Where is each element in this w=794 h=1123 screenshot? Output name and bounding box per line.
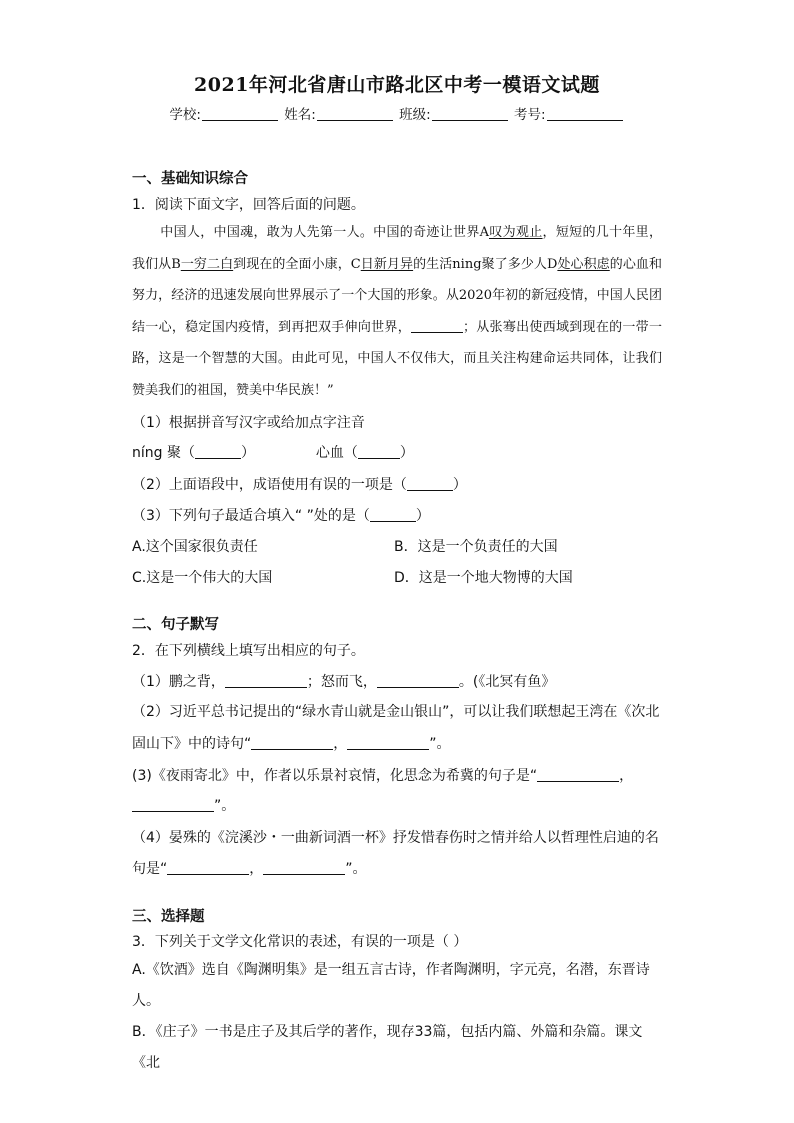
- section3-heading: 三、选择题: [132, 909, 205, 925]
- passage-part-1: 中国人，中国魂，敢为人先第一人。中国的奇迹让世界A: [160, 225, 490, 240]
- q1-sub1-answers: [132, 442, 414, 462]
- q1-sub2: [132, 474, 467, 494]
- s2-suffix: ”。: [429, 736, 451, 752]
- s4-suffix: ”。: [345, 861, 367, 877]
- name-blank[interactable]: [317, 108, 393, 121]
- passage-blank[interactable]: [411, 320, 463, 333]
- q3-stem: 3．下列关于文学文化常识的表述，有误的一项是（ ）: [132, 934, 468, 950]
- sub1-a-suffix: ）: [240, 445, 255, 461]
- exam-no-blank[interactable]: [547, 108, 623, 121]
- phrase-c: 日新月异: [360, 256, 414, 272]
- sub1-b-prefix: 心血（: [315, 445, 358, 461]
- class-label: 班级:: [399, 107, 431, 123]
- s1-mid: ；怒而飞，: [306, 674, 377, 690]
- q2-s2-line2: [132, 733, 451, 753]
- s3-blank-2[interactable]: [132, 799, 214, 812]
- passage-part-2: ，短短的几十年里，我们从B: [132, 225, 662, 272]
- passage-part-3: 到现在的全面小康，C: [233, 256, 361, 272]
- s3-prefix: (3)《夜雨寄北》中，作者以乐景衬哀情，化思念为希冀的句子是“: [132, 768, 538, 784]
- q3-option-b[interactable]: B．《庄子》一书是庄子及其后学的著作，现存33篇，包括内篇、外篇和杂篇。课文《北: [132, 1024, 643, 1071]
- class-blank[interactable]: [432, 108, 508, 121]
- phrase-a: 叹为观止: [489, 225, 543, 240]
- s3-mid: ，: [619, 768, 634, 784]
- s2-mid: ，: [333, 736, 348, 752]
- s1-prefix: （1）鹏之背，: [132, 674, 225, 690]
- student-info-line: [0, 103, 794, 123]
- section2-heading: 二、句子默写: [132, 617, 219, 633]
- phrase-b: 一穷二白: [180, 256, 234, 272]
- phrase-d: 处心积虑: [557, 256, 610, 272]
- q1-sub3: [132, 505, 430, 525]
- option-c[interactable]: C.这是一个伟大的大国: [132, 570, 273, 586]
- q2-s4-line2: [132, 858, 367, 878]
- passage-part-5: 的心血和努力，经济的迅速发展向世界展示了一个大国的形象。从2020年初的新冠疫情，中国人民团结一心，稳定国内疫情，到再把双手伸向世界，: [132, 256, 662, 335]
- option-b[interactable]: B．这是一个负责任的大国: [394, 539, 558, 555]
- sub1-b-blank[interactable]: [358, 446, 400, 459]
- q2-stem: 2．在下列横线上填写出相应的句子。: [132, 643, 365, 659]
- s4-prefix: 句是“: [132, 861, 168, 877]
- q1-sub1: （1）根据拼音写汉字或给加点字注音: [132, 415, 365, 431]
- option-a[interactable]: A.这个国家很负责任: [132, 539, 258, 555]
- q1-stem: 1．阅读下面文字，回答后面的问题。: [132, 197, 365, 213]
- s2-blank-1[interactable]: [251, 737, 333, 750]
- sub3-suffix: ）: [415, 508, 430, 524]
- s4-blank-2[interactable]: [263, 862, 345, 875]
- s1-blank-2[interactable]: [377, 675, 459, 688]
- exam-no-label: 考号:: [514, 107, 546, 123]
- sub1-b-suffix: ）: [399, 445, 414, 461]
- q2-s4-line1: （4）晏殊的《浣溪沙・一曲新词酒一杯》抒发惜春伤时之情并给人以哲理性启迪的名: [132, 830, 659, 846]
- sub3-blank[interactable]: [370, 509, 416, 522]
- option-d[interactable]: D．这是一个地大物博的大国: [394, 570, 573, 586]
- s2-blank-2[interactable]: [347, 737, 429, 750]
- sub2-prefix: （2）上面语段中，成语使用有误的一项是（: [132, 477, 407, 493]
- school-blank[interactable]: [202, 108, 278, 121]
- sub3-prefix: （3）下列句子最适合填入“ ”处的是（: [132, 508, 370, 524]
- q2-s1: [132, 671, 555, 691]
- q1-passage: [132, 217, 662, 406]
- s2-prefix: 固山下》中的诗句“: [132, 736, 252, 752]
- q2-s3-line1: [132, 765, 633, 785]
- sub1-a-blank[interactable]: [195, 446, 241, 459]
- q3-option-a[interactable]: A.《饮酒》选自《陶渊明集》是一组五言古诗，作者陶渊明，字元亮，名潜，东晋诗人。: [132, 962, 650, 1009]
- sub2-suffix: ）: [452, 477, 467, 493]
- s3-suffix: ”。: [214, 798, 236, 814]
- passage-part-6: ；从张骞出使西域到现在的一带一路，这是一个智慧的大国。由此可见，中国人不仅伟大，而且关注构建命运共同体，让我们赞美我们的祖国，赞美中华民族！”: [132, 319, 662, 398]
- s4-blank-1[interactable]: [167, 862, 249, 875]
- sub1-a-prefix: níng 聚（: [132, 445, 195, 461]
- s1-blank-1[interactable]: [225, 675, 307, 688]
- s1-suffix: 。(《北冥有鱼》: [458, 674, 556, 690]
- school-label: 学校:: [169, 107, 201, 123]
- sub2-blank[interactable]: [407, 478, 453, 491]
- name-label: 姓名:: [284, 107, 316, 123]
- q2-s3-line2: [132, 795, 235, 815]
- s3-blank-1[interactable]: [537, 769, 619, 782]
- section1-heading: 一、基础知识综合: [132, 171, 248, 187]
- q2-s2-line1: （2）习近平总书记提出的“绿水青山就是金山银山”，可以让我们联想起王湾在《次北: [132, 704, 660, 720]
- s4-mid: ，: [249, 861, 264, 877]
- passage-part-4: 的生活ning聚了多少人D: [413, 256, 558, 272]
- page-title: 2021年河北省唐山市路北区中考一模语文试题: [194, 74, 600, 96]
